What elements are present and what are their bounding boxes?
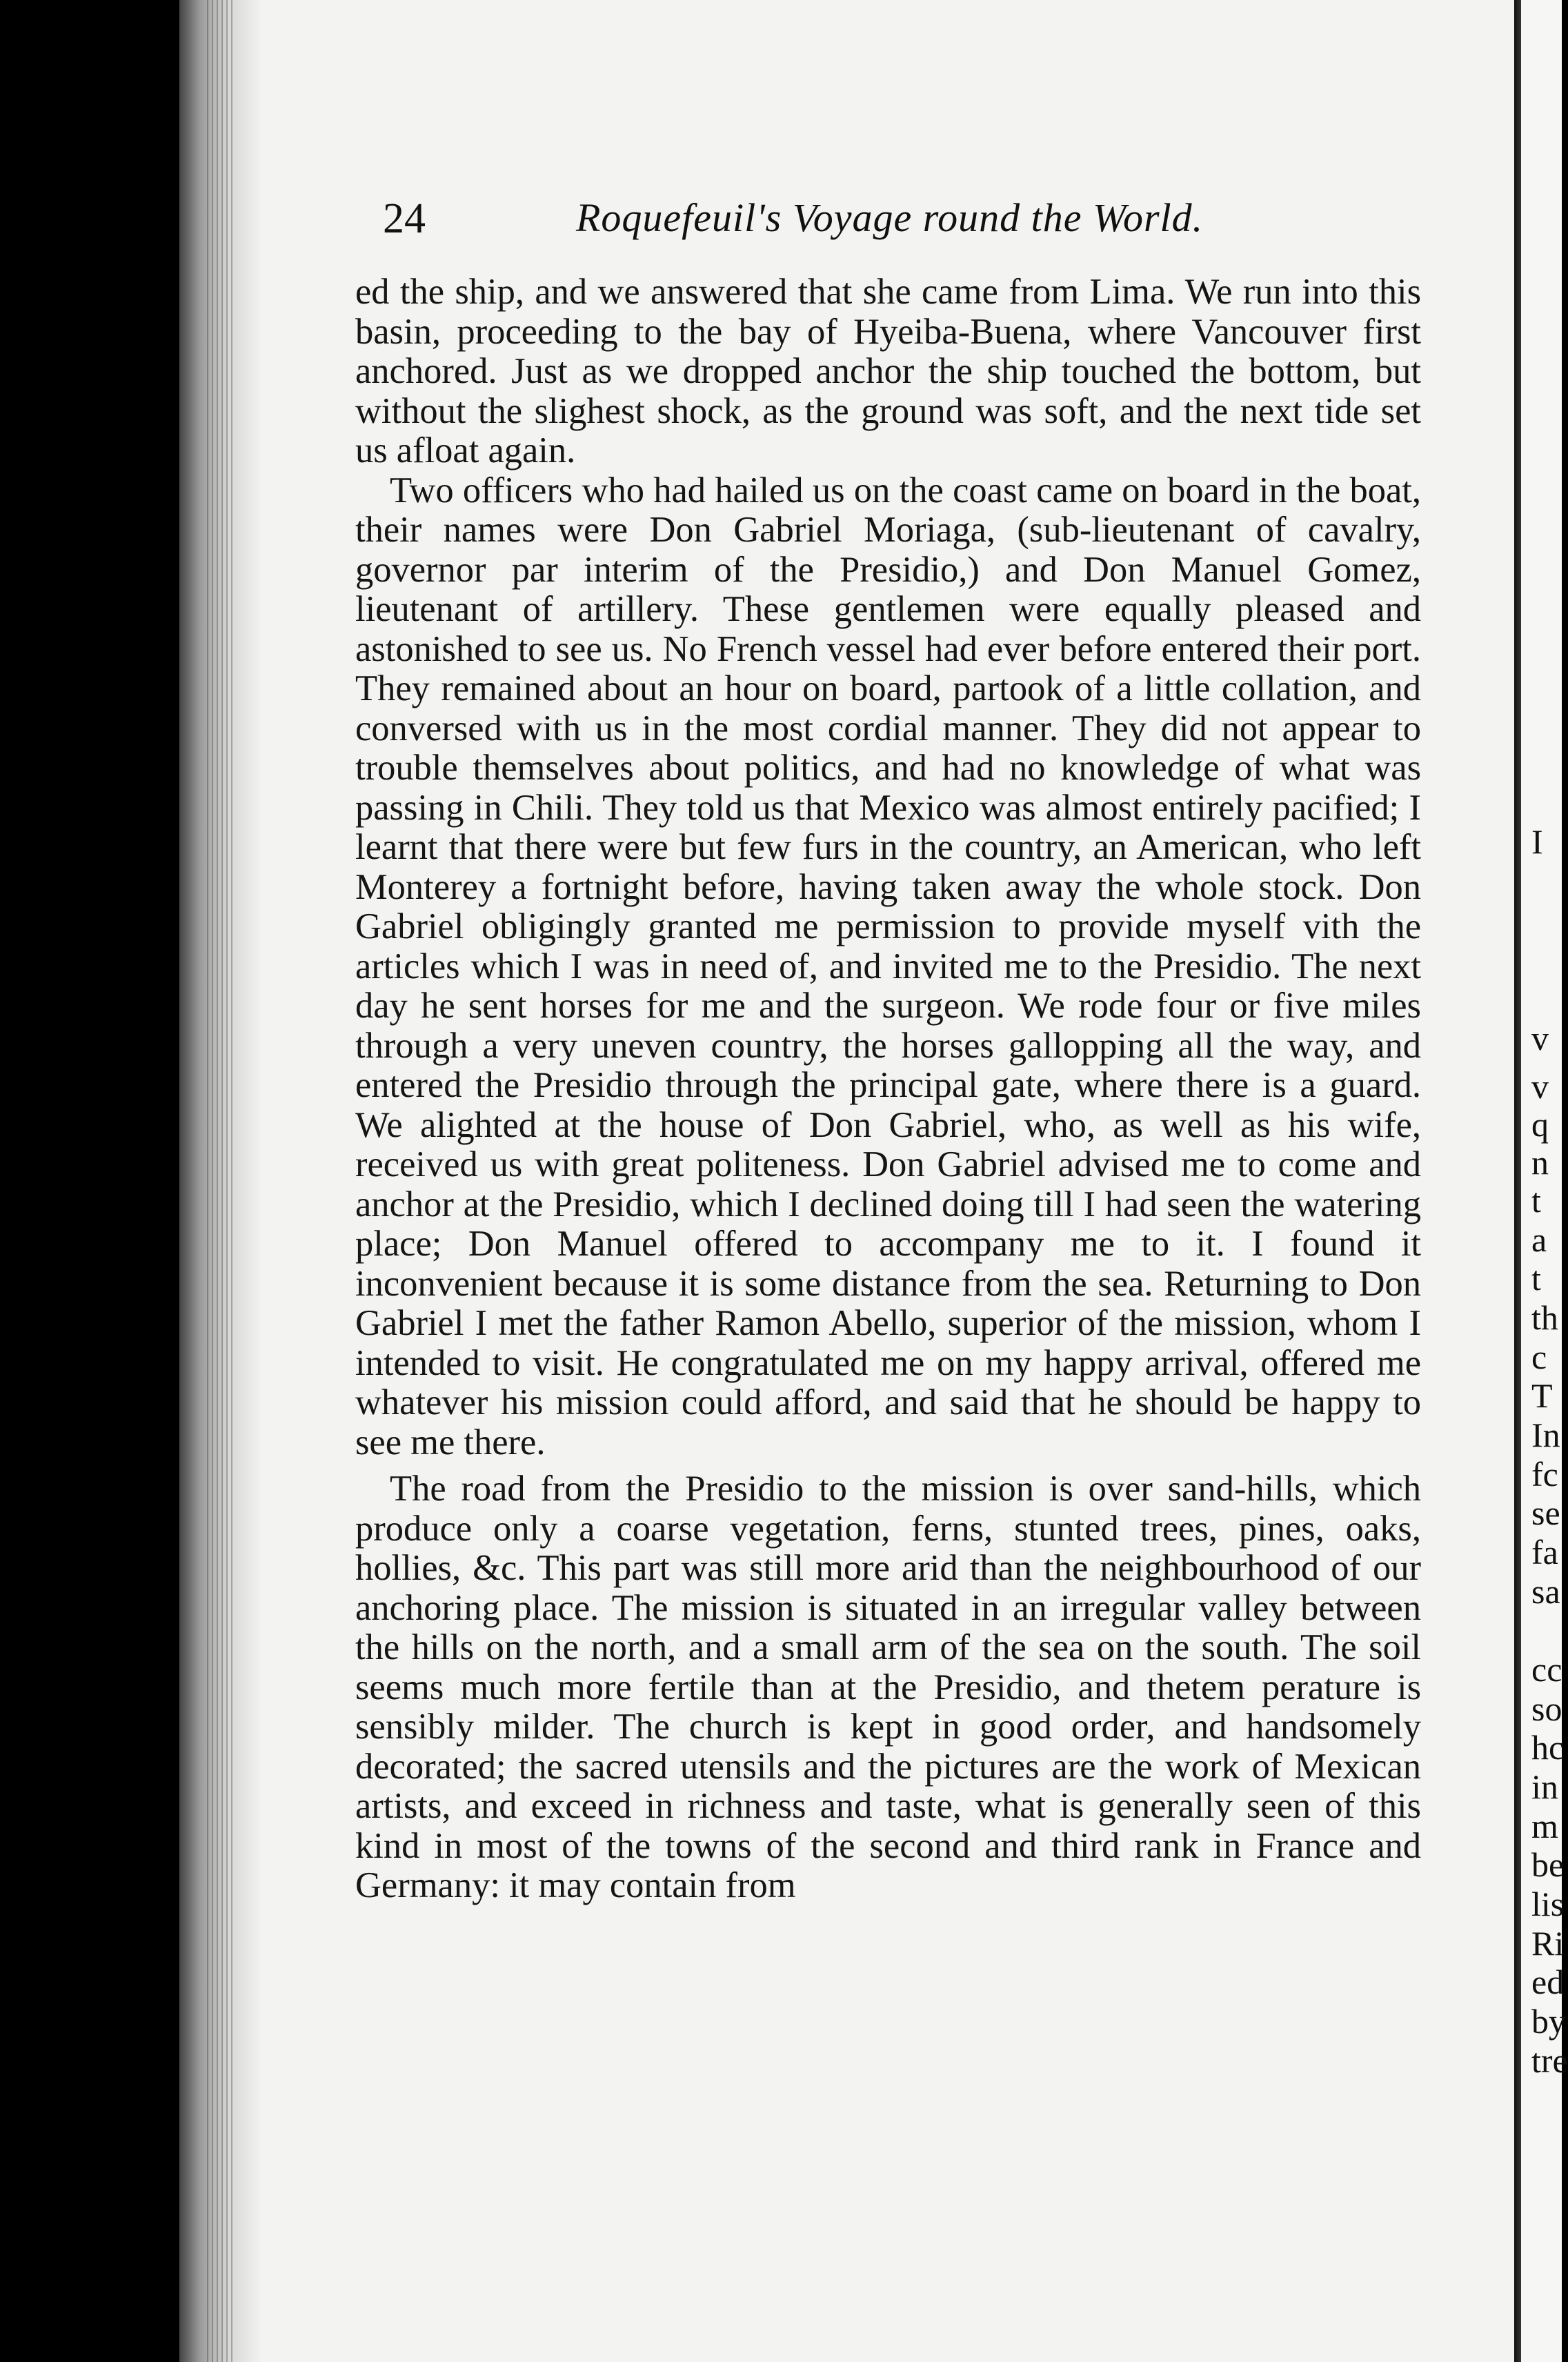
facing-fragment: fa [1531,1533,1558,1571]
facing-fragment: t [1531,1181,1541,1220]
facing-fragment: th [1531,1298,1558,1337]
scan-speck [8,138,18,149]
facing-fragment: hc [1531,1728,1565,1767]
facing-fragment: I [1531,822,1543,861]
facing-fragment: v [1531,1019,1549,1058]
page-header [383,195,1418,257]
page-edge-lines [207,0,235,2362]
page-number: 24 [383,195,426,242]
facing-fragment: sa [1531,1572,1560,1611]
facing-fragment: by [1531,2002,1566,2041]
facing-fragment: a [1531,1220,1547,1259]
facing-fragment: in [1531,1767,1558,1806]
facing-fragment: so [1531,1689,1562,1728]
facing-fragment: v [1531,1067,1549,1106]
facing-fragment: be [1531,1845,1565,1884]
scan-speck [48,993,52,998]
facing-fragment: t [1531,1259,1541,1298]
facing-fragment: n [1531,1143,1549,1182]
paragraph: ed the ship, and we answered that she came from Lima. We run into this basin, proceeding to the bay of Hyeiba-Buena, where Vancouver first anchored. Just as we dropped anchor the ship touched the bottom, but without the slighest shock, as the ground was soft, and the next tide set us afloat again. [355,272,1421,470]
facing-fragment: q [1531,1105,1549,1144]
facing-fragment: ed [1531,1963,1565,2001]
facing-fragment: fc [1531,1455,1558,1493]
facing-fragment: c [1531,1338,1547,1376]
facing-fragment: cc [1531,1650,1562,1689]
facing-fragment: tre [1531,2041,1568,2080]
running-title: Roquefeuil's Voyage round the World. [576,195,1204,240]
facing-fragment: In [1531,1416,1560,1454]
facing-fragment: lis [1531,1885,1565,1923]
paragraph: Two officers who had hailed us on the coast came on board in the boat, their names were Don Gabriel Moriaga, (sub-lieutenant of cavalry, governor par interim of the Presidio,) and Don Manuel Gomez, lieutenant of artillery. These gentlemen were equally pleased and astonished to see us. No French vessel had ever before entered their port. They remained about an hour on board, partook of a little collation, and conversed with us in the most cordial manner. They did not appear to trouble themselves about politics, and had no knowledge of what was passing in Chili. They told us that Mexico was almost entirely pacified; I learnt that there were but few furs in the country, an American, who left Monterey a fortnight before, having taken away the whole stock. Don Gabriel obligingly granted me permission to provide myself vith the articles which I was in need of, and invited me to the Presidio. The next day he sent horses for me and the surgeon. We rode four or five miles through a very uneven country, the horses gallopping all the way, and entered the Presidio through the principal gate, where there is a guard. We alighted at the house of Don Gabriel, who, as well as his wife, received us with great politeness. Don Gabriel advised me to come and anchor at the Presidio, which I declined doing till I had seen the watering place; Don Manuel offered to accompany me to it. I found it inconvenient because it is some distance from the sea. Returning to Don Gabriel I met the father Ramon Abello, superior of the mission, whom I intended to visit. He congratulated me on my happy arrival, offered me whatever his mission could afford, and said that he should be happy to see me there. [355,470,1421,1462]
paragraph: The road from the Presidio to the mission is over sand-hills, which produce only a coarse vegetation, ferns, stunted trees, pines, oaks, hollies, &c. This part was still more arid than the neighbourhood of our anchoring place. The mission is situated in an irregular valley between the hills on the north, and a small arm of the sea on the south. The soil seems much more fertile than at the Presidio, and thetem perature is sensibly milder. The church is kept in good order, and handsomely decorated; the sacred utensils and the pictures are the work of Mexican artists, and exceed in richness and taste, what is generally seen of this kind in most of the towns of the second and third rank in France and Germany: it may contain from [355,1469,1421,1905]
facing-fragment: se [1531,1493,1560,1532]
facing-fragment: Ri [1531,1924,1565,1963]
facing-fragment: T [1531,1376,1553,1415]
facing-fragment: m [1531,1807,1558,1845]
body-text [355,272,1421,1906]
